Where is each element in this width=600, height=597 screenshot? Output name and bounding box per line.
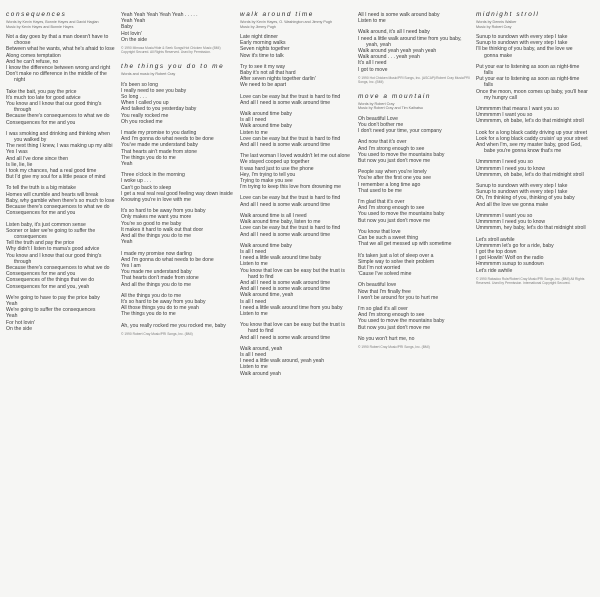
lyrics — [476, 34, 588, 274]
lyric-line: The next thing I knew, I was making up my alibi — [6, 143, 113, 150]
lyric-line: Seven nights together — [240, 46, 290, 53]
lyric-line: Trying to make you see — [240, 178, 293, 185]
lyric-line: Not a day goes by that a man doesn't have to choose — [6, 34, 109, 47]
lyric-line: Sooner or later we're going to suffer the consequences — [6, 227, 96, 240]
lyric-line: Is all I need — [240, 248, 267, 255]
lyric-line: Listen to me — [358, 18, 386, 25]
lyric-line: I made my promise to you darling — [121, 130, 197, 137]
lyric-line: And all the things you do to me — [121, 281, 191, 288]
lyric-line: Simple way to solve their problem — [358, 258, 435, 265]
lyric-line: Love can be easy but the trust is hard to find — [240, 195, 341, 202]
lyrics — [240, 34, 352, 377]
lyric-line: All the things you do to me — [121, 292, 182, 299]
lyric-line: And I'm strong enough to see — [358, 312, 425, 319]
lyric-line: Put your ear to listening as soon as night-time falls — [476, 63, 580, 77]
lyric-line: You used to move the mountains baby — [358, 151, 445, 158]
song-credit: Music by Kevin Hayes and Bonnie Hayes — [6, 24, 74, 29]
lyric-line: People say when you're lonely — [358, 169, 427, 176]
lyric-line: Listen to me — [240, 129, 268, 136]
lyric-line: But now you just don't move me — [358, 158, 431, 165]
lyric-line: Only makes me want you more — [121, 214, 192, 221]
lyric-line: All I need is some walk around baby — [358, 12, 440, 18]
lyric-line: Is all I need — [240, 298, 267, 305]
lyric-line: And all I need is some walk around time — [240, 279, 331, 286]
lyric-line: Yes I was — [6, 149, 28, 156]
lyric-line: Sunup to sundown with every step I take — [476, 183, 568, 190]
lyric-line: I took my chances, had a real good time — [6, 168, 97, 175]
lyric-line: Ummmmm, oh babe, let's do that midnight stroll — [476, 118, 584, 125]
song-the-things-you-do-to-me — [121, 64, 233, 336]
lyric-line: We're going to suffer the consequences — [6, 307, 96, 314]
song-credit: Words by Kevin Hayes, Bonnie Hayes and David Haglan — [6, 20, 99, 25]
column-5 — [476, 12, 588, 295]
lyric-line: I won't be around for you to hurt me — [358, 294, 439, 301]
lyric-line: Walk around yeah yeah yeah yeah — [358, 48, 437, 55]
lyric-line: Look for a long black caddy driving up your street — [476, 129, 587, 136]
lyric-line: It's so hard to be away from you baby — [121, 208, 206, 215]
lyric-line: Walk around, yeah — [240, 345, 283, 352]
lyric-line: For hot lovin' — [6, 319, 36, 326]
lyric-line: Ummmmm I want you so — [476, 112, 533, 119]
lyric-line: I'm so glad it's all over — [358, 305, 408, 312]
lyric-line: You used to move the mountains baby — [358, 318, 445, 325]
lyric-line: And he can't refuse, no — [6, 58, 59, 65]
lyric-line: The things you do to me — [121, 311, 176, 318]
lyric-line: Oh you rocked me — [121, 118, 163, 125]
lyric-line: Ummmmm I need you to know — [476, 165, 546, 172]
lyric-line: It's all I need — [358, 60, 387, 67]
lyric-line: That hearts don't made from stone — [121, 275, 199, 282]
lyric-line: Walk around time baby — [240, 242, 292, 249]
lyric-line: Walk around, it's all I need baby — [358, 29, 430, 36]
lyric-line: Yeah — [6, 313, 18, 320]
lyric-line: Because there's consequences to what we do — [6, 204, 110, 211]
song-credit: Music by Robert Cray — [476, 24, 512, 29]
lyric-line: I'll be thinking of you baby, and the love we gonna make — [476, 46, 573, 59]
lyric-line: Ummmmm, oh babe, let's do that midnight stroll — [476, 171, 584, 178]
lyric-line: And all I need is some walk around time — [240, 99, 331, 106]
lyric-line: Tell the truth and pay the price — [6, 240, 75, 247]
lyric-line: It's taken just a lot of sleep over a — [358, 252, 434, 259]
song-credit: Words by Dennis Walker — [476, 20, 517, 25]
lyric-line: And all I need is some walk around time — [240, 334, 331, 341]
song-title: walk around time — [240, 11, 314, 18]
lyric-line: After seven nights together darlin' — [240, 76, 316, 83]
lyric-line: And all I've done since then — [6, 155, 69, 162]
lyric-line: Listen to me — [240, 261, 268, 268]
lyric-line: I got to move — [358, 66, 388, 73]
lyric-line: On the side — [6, 325, 33, 332]
lyric-line: 'Cause I've solved mine — [358, 271, 412, 278]
lyric-line: Consequences for me and you — [6, 271, 76, 278]
lyric-line: Is lie, lie, lie — [6, 161, 33, 168]
lyric-line: The things you do to me — [121, 154, 176, 161]
lyric-line: Love can be easy but the trust is hard to find — [240, 225, 341, 232]
copyright-notice: © 1990 Robert Cray Music/PRI Songs, Inc. (BMI) — [358, 344, 430, 349]
column-2 — [121, 12, 233, 346]
lyric-line: Now it's time to talk — [240, 52, 284, 59]
lyric-line: And talked to you yesterday baby — [121, 106, 197, 113]
lyric-line: Is all I need — [240, 117, 267, 124]
lyric-line: Ummmmm I want you so — [476, 212, 533, 219]
lyric-line: Consequences for me and you — [6, 119, 76, 126]
lyric-line: You used to move the mountains baby — [358, 211, 445, 218]
song-midnight-stroll — [476, 12, 588, 285]
lyric-line: I got Howlin' Wolf on the radio — [476, 255, 544, 262]
lyric-line: And I'm gonna do what needs to be done — [121, 256, 214, 263]
song-title: midnight stroll — [476, 11, 540, 18]
lyric-line: I need a little walk around, yeah yeah — [240, 358, 325, 365]
lyric-line: Yes I am — [121, 262, 141, 269]
lyric-line: It's much too late for good advice — [6, 94, 81, 101]
lyric-line: Is all I need — [240, 351, 267, 358]
column-4 — [358, 12, 470, 359]
lyric-line: That used to be me — [358, 187, 402, 194]
lyric-line: You know that love can be easy but the trust is hard to find — [240, 267, 345, 280]
lyric-line: Knowing you're in love with me — [121, 197, 191, 204]
lyrics — [121, 82, 233, 329]
lyric-line: Yeah — [121, 239, 133, 246]
lyric-line: Walk around time, yeah — [240, 292, 294, 299]
lyric-line: Walk around . . . yeah yeah — [358, 54, 420, 61]
lyric-line: Between what he wants, what he's afraid to lose — [6, 46, 115, 53]
lyric-line: We stayed cooped up together — [240, 159, 310, 166]
lyric-line: Hey, I'm trying to tell you — [240, 171, 296, 178]
lyric-line: Consequences for me and you — [6, 210, 76, 217]
lyric-line: Can't go back to sleep — [121, 184, 172, 191]
lyric-line: Ummmmm let's go for a ride, baby — [476, 242, 554, 249]
lyric-line: And I'm gonna do what needs to be done — [121, 136, 214, 143]
lyrics — [358, 116, 470, 342]
lyric-line: Ah, you really rocked me you rocked me, baby — [121, 322, 226, 329]
column-1 — [6, 12, 118, 338]
lyric-line: It's so hard to be away from you baby — [121, 298, 206, 305]
copyright-notice: © 1990 Mimosa Music/Hide & Seek Songs/Hot Chicken Music (BMI) Copyright Secured. All Rights Reserved. Used by Permission. — [121, 46, 221, 55]
lyric-line: I need a little walk around time from you baby — [240, 304, 343, 311]
song-credit: Words by Kevin Hayes, O. Washington and Jimmy Pugh — [240, 20, 333, 25]
lyric-line: And I'm strong enough to see — [358, 145, 425, 152]
lyric-line: Love can be easy but the trust is hard to find — [240, 93, 341, 100]
lyric-line: That hearts ain't made from stone — [121, 148, 198, 155]
song-credit: Words by Robert Cray — [358, 102, 395, 107]
lyric-line: Once the moon, moon comes up baby, you'll hear my hungry call — [476, 88, 588, 101]
lyric-line: Baby — [121, 24, 133, 31]
lyric-line: That we all get messed up with sometime — [358, 241, 452, 248]
lyric-line: Early morning walks — [240, 40, 286, 47]
lyric-line: And all the things you do to me — [121, 233, 191, 240]
lyric-line: Oh, I'm thinking of you, thinking of you baby — [476, 195, 575, 202]
lyric-line: And all I need is some walk around time — [240, 286, 331, 293]
lyric-line: Yeah — [6, 300, 18, 307]
lyric-line: But now you just don't move me — [358, 217, 431, 224]
song-walk-around-time — [240, 12, 352, 377]
lyric-line: Ummmmm, hey baby, let's do that midnight stroll — [476, 225, 586, 232]
lyrics — [6, 34, 118, 332]
lyric-line: You made me understand baby — [121, 269, 192, 276]
copyright-notice: © 1990 Rabadoo Rule/Robert Cray Music/PRI Songs, Inc. (BMI) All Rights Reserved. Used by Permission. International Copyright Secured. — [476, 276, 585, 285]
lyric-line: Baby, why gamble when there's so much to lose — [6, 197, 115, 204]
lyric-line: Late night dinner — [240, 34, 278, 41]
lyric-line: Let's ride awhile — [476, 267, 513, 274]
lyric-line: Oh beautiful love — [358, 282, 397, 289]
lyric-line: You really rocked me — [121, 112, 169, 119]
lyric-line: Yeah Yeah — [121, 18, 146, 25]
lyric-line: To tell the truth is a big mistake — [6, 185, 76, 192]
lyric-line: Three o'clock in the morning — [121, 172, 185, 179]
lyric-line: Sunup to sundown with every step I take — [476, 189, 568, 196]
lyric-line: So long . . . — [121, 94, 147, 101]
lyric-line: You're so good to me baby — [121, 220, 182, 227]
lyric-line: Can be such a sweet thing — [358, 235, 419, 242]
lyric-line: Put your ear to listening as soon as night-time falls — [476, 76, 580, 89]
lyric-line: Listen baby, it's just common sense — [6, 221, 86, 228]
lyric-line: It's been so long — [121, 81, 158, 88]
lyric-line: I really need to see you baby — [121, 87, 187, 94]
lyric-line: You know that love can be easy but the trust is hard to find — [240, 322, 345, 335]
lyric-line: Hmmmmm sunup to sundown — [476, 261, 544, 268]
lyric-line: No you won't hurt me, no — [358, 335, 415, 342]
lyric-line: And now that it's over — [358, 139, 407, 146]
lyric-line: Love can be easy but the trust is hard to find — [240, 135, 341, 142]
lyric-line: Oh beautiful Love — [358, 115, 398, 122]
lyric-line: Listen to me — [240, 364, 268, 371]
lyric-line: Now that I'm finally free — [358, 288, 411, 295]
lyric-line: I get a real real real good feeling way down inside — [121, 190, 233, 197]
lyric-line: Walk around time is all I need — [240, 212, 307, 219]
lyric-line: And all the love we gonna make — [476, 201, 549, 208]
lyric-line: Consequences of the things that we do — [6, 277, 95, 284]
lyric-line: I was smoking and drinking and thinking when you walked by — [6, 130, 110, 144]
lyric-line: Hot lovin' — [121, 30, 142, 37]
lyric-line: You've made me understand baby — [121, 142, 198, 149]
lyric-line: Walk around time baby — [240, 111, 292, 118]
song-credit: Words and music by Robert Cray — [121, 72, 176, 77]
lyric-line: Because there's consequences to what we do — [6, 113, 110, 120]
lyric-line: You don't bother me — [358, 122, 404, 129]
column-3 — [240, 12, 352, 383]
lyrics — [121, 12, 233, 43]
lyrics — [358, 12, 470, 73]
lyric-line: I remember a long time ago — [358, 181, 421, 188]
lyric-line: We're going to have to pay the price baby — [6, 294, 100, 301]
lyric-line: Listen to me — [240, 310, 268, 317]
lyric-line: Ummmmm I need you so — [476, 159, 533, 166]
copyright-notice: © 1990 Hot Chicken Music/PRI Songs, Inc. (ASCAP)/Robert Cray Music/PRI Songs, Inc. (BMI) — [358, 75, 470, 84]
lyric-line: I got the top down — [476, 248, 517, 255]
lyric-line: I'm glad that it's over — [358, 199, 405, 206]
lyric-line: Take the bait, you pay the price — [6, 88, 77, 95]
song-title: consequences — [6, 11, 67, 18]
lyric-line: Yeah Yeah Yeah Yeah Yeah . . . . . — [121, 12, 198, 18]
lyric-line: Ummmmm that means I want you so — [476, 106, 559, 113]
lyric-line: I'm trying to keep this love from drowning me — [240, 184, 341, 191]
lyric-line: I don't need your time, your company — [358, 128, 442, 135]
lyric-line: Let's stroll awhile — [476, 236, 515, 243]
lyric-line: And all I need is some walk around time — [240, 142, 331, 149]
lyric-line: Along comes temptation — [6, 52, 61, 59]
lyric-line: Sunup to sundown with every step I take — [476, 40, 568, 47]
lyric-line: Walk around time baby, listen to me — [240, 219, 321, 226]
lyric-line: I need a little walk around time baby — [240, 255, 322, 262]
lyric-line: Ummmmm I need you to know — [476, 219, 546, 226]
lyric-line: I know the difference between wrong and right — [6, 65, 111, 72]
lyric-line: Why didn't I listen to mama's good advice — [6, 246, 100, 253]
lyric-line: Look for a long black caddy cruisin' up your street — [476, 135, 588, 142]
lyric-line: Homes will crumble and hearts will break — [6, 191, 99, 198]
lyric-line: I need a little walk around time from you baby, yeah, yeah — [358, 35, 462, 48]
lyric-line: But now you just don't move me — [358, 324, 431, 331]
lyric-line: Don't make no difference in the middle of the night — [6, 71, 107, 84]
lyric-line: I made my promise now darling — [121, 250, 192, 257]
lyric-line: Yeah — [121, 161, 133, 168]
lyric-line: Baby it's not all that hard — [240, 70, 296, 77]
lyric-line: But I'd give my soul for a little peace of mind — [6, 174, 106, 181]
lyric-line: Consequences for me and you, yeah — [6, 283, 90, 290]
lyric-line: We need to be apart — [240, 82, 287, 89]
song-title: move a mountain — [358, 92, 432, 100]
lyric-line: And all I need is some walk around time — [240, 231, 331, 238]
lyric-line: When I called you up — [121, 100, 169, 107]
lyric-line: Try to see it my way — [240, 63, 286, 70]
lyric-line: It was hard just to use the phone — [240, 165, 314, 172]
lyric-line: And when I'm, see my master baby, good God, babe you're gonna know that's me — [476, 142, 582, 155]
lyric-line: You know that love — [358, 228, 401, 235]
lyric-line: It makes it hard to walk out that door — [121, 226, 204, 233]
lyric-line: And I'm strong enough to see — [358, 205, 425, 212]
lyric-line: Walk around time baby — [240, 123, 292, 130]
lyric-line: On the side — [121, 36, 148, 43]
song-consequences — [6, 12, 118, 332]
copyright-notice: © 1990 Robert Cray Music/PRI Songs, Inc. (BMI) — [121, 331, 193, 336]
lyric-line: Sunup to sundown with every step I take — [476, 34, 568, 41]
song-credit: Music by Robert Cray and Tim Kaihatsu — [358, 106, 423, 111]
lyric-line: You know and I know that our good thing's through — [6, 252, 102, 265]
song-title: the things you do to me — [121, 63, 225, 71]
lyric-line: You know and I know that our good thing's through — [6, 101, 102, 114]
lyric-line: But I'm not worried — [358, 264, 401, 271]
lyric-line: All those things you do to me yeah — [121, 305, 199, 312]
lyric-line: I woke up . . . — [121, 178, 152, 185]
song-credit: Music by Jimmy Pugh — [240, 24, 276, 29]
lyric-line: Walk around yeah — [240, 370, 281, 377]
lyric-line: You're after the first one you see — [358, 175, 431, 182]
song-move-a-mountain — [358, 94, 470, 349]
lyric-line: And all I need is some walk around time — [240, 201, 331, 208]
lyric-line: The last woman I loved wouldn't let me out alone — [240, 153, 350, 160]
lyric-line: Because there's consequences to what we do — [6, 264, 110, 271]
